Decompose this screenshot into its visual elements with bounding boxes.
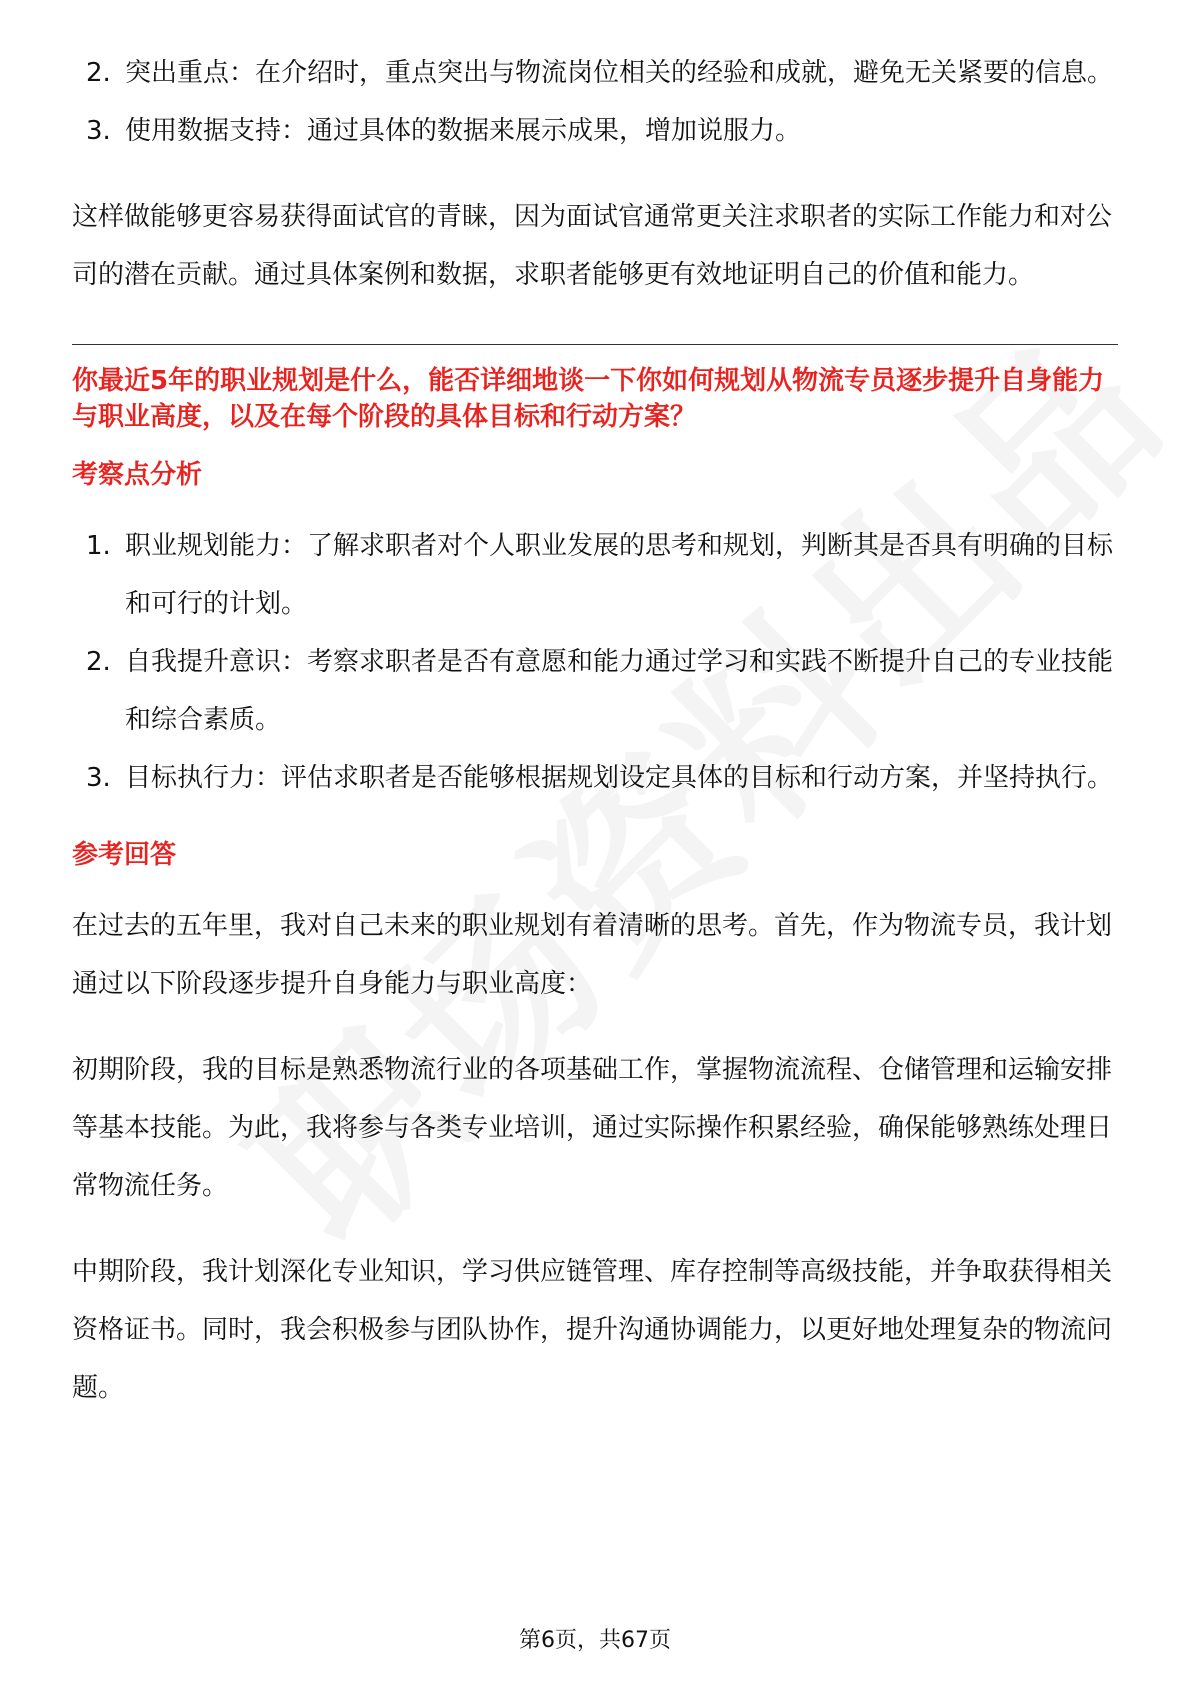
answer-paragraph: 在过去的五年里，我对自己未来的职业规划有着清晰的思考。首先，作为物流专员，我计划通过以下阶段逐步提升自身能力与职业高度： — [72, 911, 1113, 999]
page-footer: 第6页，共67页 — [519, 1628, 671, 1653]
top-list — [72, 44, 1118, 160]
answer-paragraph: 初期阶段，我的目标是熟悉物流行业的各项基础工作，掌握物流流程、仓储管理和运输安排等基本技能。为此，我将参与各类专业培训，通过实际操作积累经验，确保能够熟练处理日常物流任务。 — [72, 1055, 1113, 1201]
section-divider — [72, 344, 1118, 345]
list-item-text: 自我提升意识：考察求职者是否有意愿和能力通过学习和实践不断提升自己的专业技能和综合素质。 — [125, 647, 1114, 735]
list-item-number: 2. — [86, 58, 111, 88]
summary-paragraph: 这样做能够更容易获得面试官的青睐，因为面试官通常更关注求职者的实际工作能力和对公司的潜在贡献。通过具体案例和数据，求职者能够更有效地证明自己的价值和能力。 — [72, 202, 1113, 290]
list-item — [72, 749, 1118, 807]
list-item — [72, 44, 1118, 102]
list-item-number: 2. — [86, 647, 111, 677]
list-item-text: 使用数据支持：通过具体的数据来展示成果，增加说服力。 — [125, 116, 802, 146]
list-item — [72, 517, 1118, 633]
analysis-list — [72, 517, 1118, 807]
list-item — [72, 102, 1118, 160]
analysis-title: 考察点分析 — [72, 460, 203, 490]
page-content — [72, 44, 1118, 1417]
list-item-number: 3. — [86, 763, 111, 793]
answer-title: 参考回答 — [72, 840, 177, 870]
list-item-number: 1. — [86, 531, 111, 561]
list-item-text: 突出重点：在介绍时，重点突出与物流岗位相关的经验和成就，避免无关紧要的信息。 — [125, 58, 1114, 88]
list-item-text: 职业规划能力：了解求职者对个人职业发展的思考和规划，判断其是否具有明确的目标和可行的计划。 — [125, 531, 1114, 619]
question-heading: 你最近5年的职业规划是什么，能否详细地谈一下你如何规划从物流专员逐步提升自身能力与职业高度，以及在每个阶段的具体目标和行动方案？ — [72, 366, 1105, 432]
answer-paragraph: 中期阶段，我计划深化专业知识，学习供应链管理、库存控制等高级技能，并争取获得相关资格证书。同时，我会积极参与团队协作，提升沟通协调能力，以更好地处理复杂的物流问题。 — [72, 1257, 1113, 1403]
list-item-number: 3. — [86, 116, 111, 146]
list-item-text: 目标执行力：评估求职者是否能够根据规划设定具体的目标和行动方案，并坚持执行。 — [125, 763, 1114, 793]
list-item — [72, 633, 1118, 749]
